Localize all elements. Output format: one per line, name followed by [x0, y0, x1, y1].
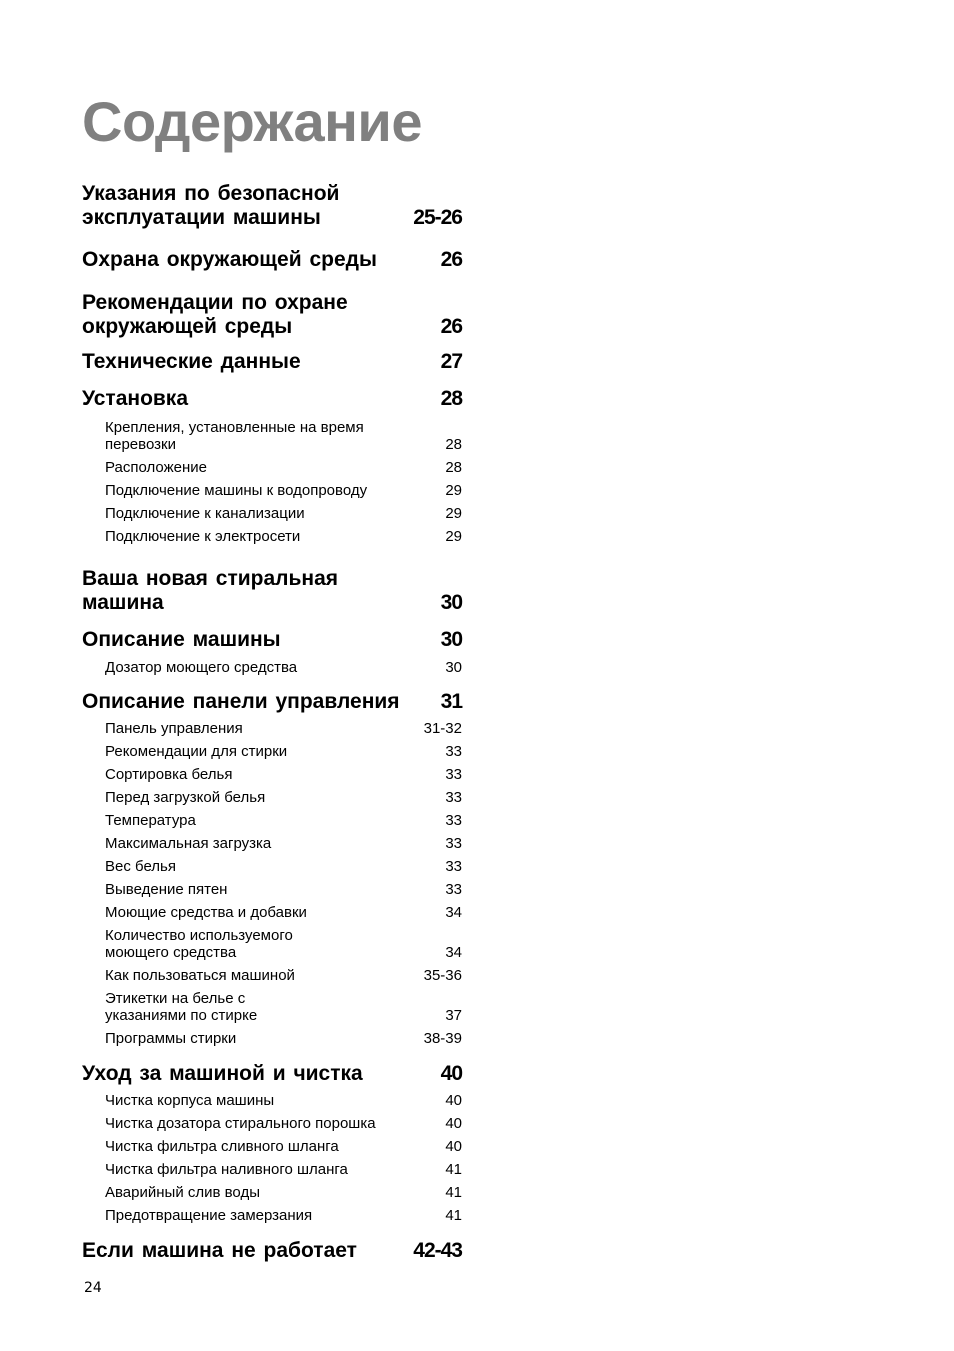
toc-subitem-title: Чистка фильтра наливного шланга: [105, 1161, 348, 1178]
toc-section-installation: [82, 387, 462, 411]
toc-section-title: Ваша новая стиральная машина: [82, 567, 339, 614]
toc-subitem: [82, 881, 462, 898]
toc-section-troubleshooting: [82, 1239, 462, 1263]
toc-subitem-page: 28: [445, 459, 462, 476]
toc-subitem: [82, 835, 462, 852]
toc-section-new-machine: [82, 567, 462, 615]
toc-subitem-page: 29: [445, 528, 462, 545]
toc-subitem-page: 34: [445, 904, 462, 921]
toc-subitem-title: Сортировка белья: [105, 766, 233, 783]
toc-section-machine-description: [82, 628, 462, 652]
toc-subitem: [82, 812, 462, 829]
toc-section-page: 25-26: [413, 206, 462, 229]
toc-subitem-title: Температура: [105, 812, 196, 829]
toc-section-control-panel: [82, 690, 462, 714]
toc-subitem-page: 30: [445, 659, 462, 676]
toc-subitem-page: 33: [445, 835, 462, 852]
toc-section-safety: [82, 182, 462, 230]
toc-subitem-title: Предотвращение замерзания: [105, 1207, 313, 1224]
toc-section-environment-tips: [82, 291, 462, 339]
toc-subitem-page: 29: [445, 505, 462, 522]
toc-subitem: [82, 789, 462, 806]
toc-section-page: 30: [440, 591, 462, 614]
toc-subitem-title: Программы стирки: [105, 1030, 237, 1047]
toc-section-care-cleaning: [82, 1062, 462, 1086]
toc-subitem-title: Подключение машины к водопроводу: [105, 482, 368, 499]
toc-subitem-page: 41: [445, 1184, 462, 1201]
toc-section-technical-data: [82, 350, 462, 374]
toc-subitem-page: 34: [445, 944, 462, 961]
toc-section-title: Уход за машиной и чистка: [82, 1062, 363, 1085]
toc-subitem-title: Этикетки на белье с указаниями по стирке: [105, 990, 258, 1024]
toc-subitem-page: 33: [445, 766, 462, 783]
toc-subitem: [82, 1115, 462, 1132]
page-number: 24: [84, 1280, 102, 1296]
toc-subitem-page: 33: [445, 881, 462, 898]
toc-section-title: Технические данные: [82, 350, 301, 373]
toc-subitem-title: Расположение: [105, 459, 207, 476]
toc-subitem-title: Дозатор моющего средства: [105, 659, 298, 676]
toc-subitem-page: 28: [445, 436, 462, 453]
toc-section-page: 40: [440, 1062, 462, 1085]
toc-section-title: Охрана окружающей среды: [82, 248, 377, 271]
toc-section-title: Указания по безопасной эксплуатации машины: [82, 182, 340, 229]
toc-subitem: [82, 1030, 462, 1047]
toc-section-page: 27: [440, 350, 462, 373]
toc-subitem-title: Подключение к канализации: [105, 505, 305, 522]
toc-subitem-title: Чистка корпуса машины: [105, 1092, 275, 1109]
toc-section-page: 30: [440, 628, 462, 651]
toc-section-title: Установка: [82, 387, 188, 410]
page-title: Содержание: [82, 90, 422, 153]
toc-subitem: [82, 1161, 462, 1178]
toc-section-title: Описание машины: [82, 628, 281, 651]
toc-subitem-page: 29: [445, 482, 462, 499]
toc-subitem-title: Крепления, установленные на время перевозки: [105, 419, 364, 453]
toc-subitem-page: 31-32: [423, 720, 462, 737]
toc-subitem-page: 40: [445, 1115, 462, 1132]
toc-subitem-title: Как пользоваться машиной: [105, 967, 295, 984]
toc-section-page: 26: [440, 248, 462, 271]
toc-subitem-title: Моющие средства и добавки: [105, 904, 307, 921]
toc-subitem-page: 37: [445, 1007, 462, 1024]
toc-subitem: [82, 659, 462, 676]
toc-subitem: [82, 743, 462, 760]
toc-subitem-page: 40: [445, 1092, 462, 1109]
toc-subitem-title: Панель управления: [105, 720, 243, 737]
toc-subitem-title: Чистка дозатора стирального порошка: [105, 1115, 376, 1132]
toc-subitem: [82, 459, 462, 476]
toc-subitem-title: Подключение к электросети: [105, 528, 301, 545]
toc-subitem-title: Аварийный слив воды: [105, 1184, 260, 1201]
toc-subitem: [82, 505, 462, 522]
toc-subitem-page: 40: [445, 1138, 462, 1155]
toc-subitem: [82, 858, 462, 875]
toc-subitem: [82, 482, 462, 499]
toc-section-page: 42-43: [413, 1239, 462, 1262]
toc-section-environment: [82, 248, 462, 272]
toc-subitem: [82, 1138, 462, 1155]
toc-subitem-page: 38-39: [423, 1030, 462, 1047]
toc-subitem: [82, 720, 462, 737]
toc-subitem-page: 41: [445, 1161, 462, 1178]
toc-subitem: [82, 419, 462, 453]
toc-subitem-page: 33: [445, 789, 462, 806]
toc-subitem-page: 35-36: [423, 967, 462, 984]
toc-subitem: [82, 904, 462, 921]
toc-subitem-title: Максимальная загрузка: [105, 835, 272, 852]
toc-subitem-title: Рекомендации для стирки: [105, 743, 288, 760]
toc-subitem-title: Вес белья: [105, 858, 176, 875]
toc-subitem-title: Количество используемого моющего средства: [105, 927, 293, 961]
toc-subitem-page: 33: [445, 743, 462, 760]
toc-section-title: Описание панели управления: [82, 690, 400, 713]
toc-subitem: [82, 967, 462, 984]
toc-section-title: Если машина не работает: [82, 1239, 357, 1262]
toc-subitem-title: Перед загрузкой белья: [105, 789, 266, 806]
toc-subitem: [82, 528, 462, 545]
table-of-contents: [82, 182, 462, 1263]
toc-subitem-page: 41: [445, 1207, 462, 1224]
toc-subitem: [82, 1207, 462, 1224]
toc-subitem-title: Выведение пятен: [105, 881, 228, 898]
toc-section-page: 28: [440, 387, 462, 410]
toc-section-page: 31: [440, 690, 462, 713]
toc-subitem: [82, 990, 462, 1024]
toc-subitem: [82, 1184, 462, 1201]
toc-subitem-page: 33: [445, 812, 462, 829]
toc-subitem: [82, 766, 462, 783]
toc-section-page: 26: [440, 315, 462, 338]
toc-subitem-page: 33: [445, 858, 462, 875]
toc-subitem-title: Чистка фильтра сливного шланга: [105, 1138, 339, 1155]
toc-section-title: Рекомендации по охране окружающей среды: [82, 291, 348, 338]
toc-subitem: [82, 1092, 462, 1109]
toc-subitem: [82, 927, 462, 961]
